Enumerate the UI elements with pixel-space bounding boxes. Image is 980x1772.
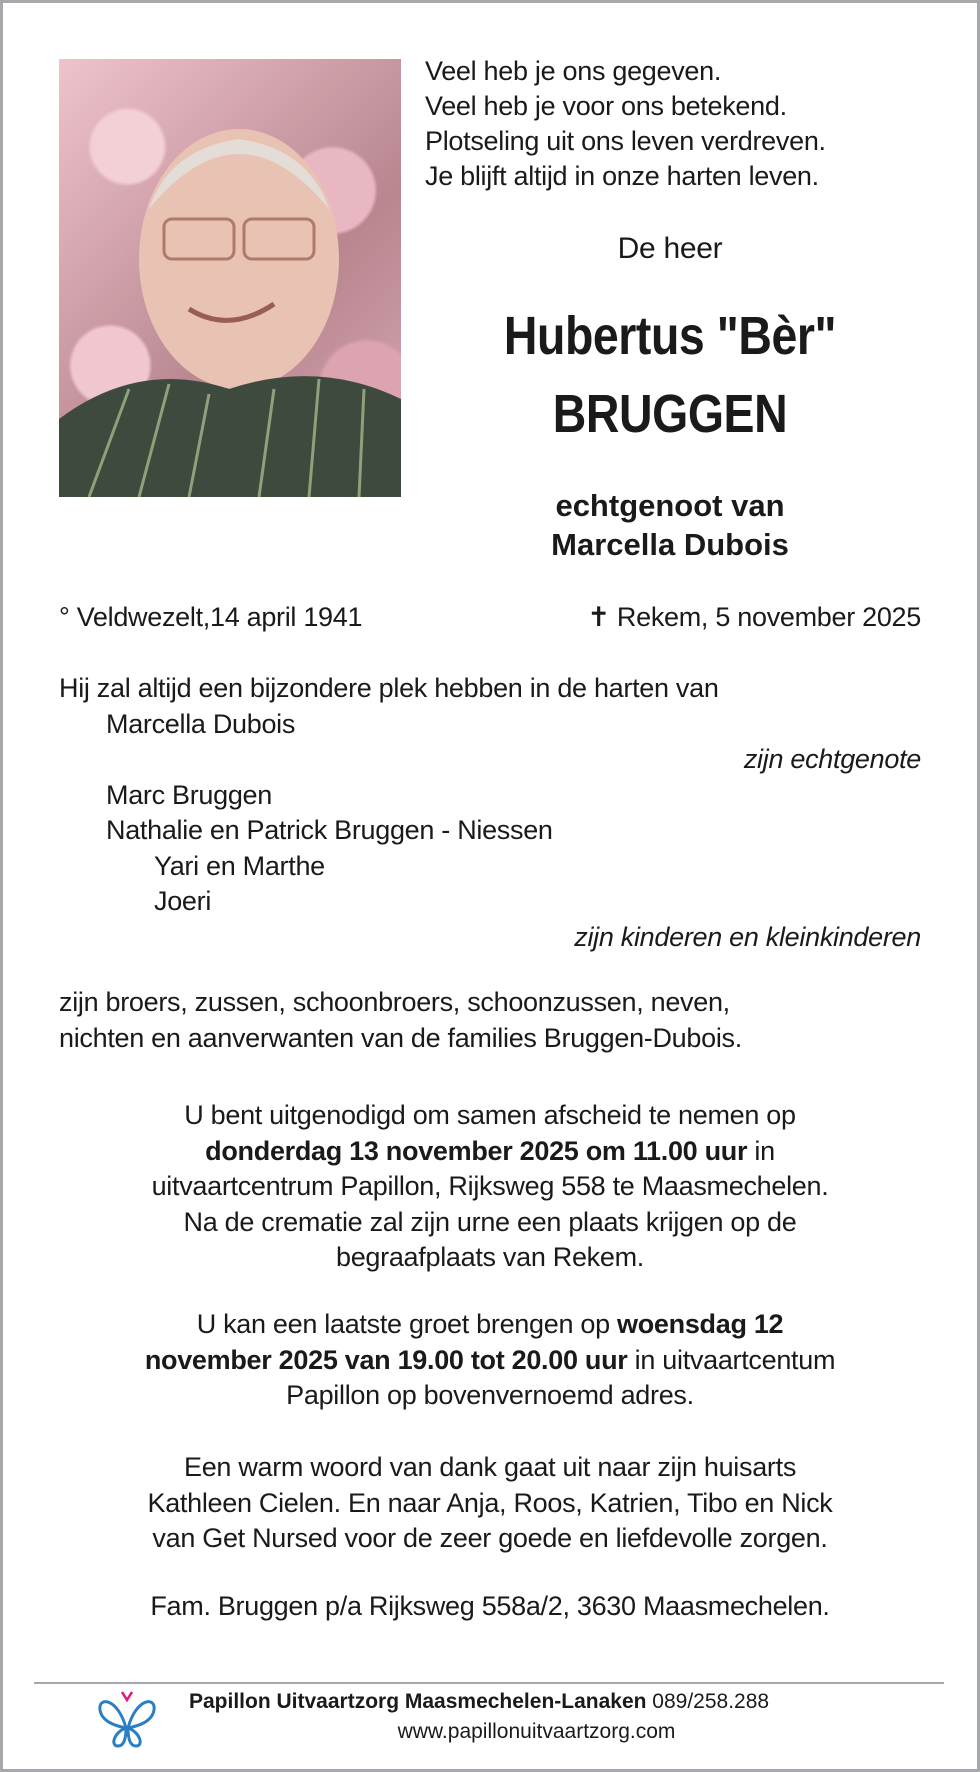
butterfly-logo-icon — [96, 1688, 158, 1750]
poem — [425, 54, 826, 194]
visit-line: Papillon op bovenvernoemd adres. — [286, 1380, 694, 1410]
poem-line: Veel heb je voor ons betekend. — [425, 91, 787, 121]
birth-info: ° Veldwezelt,14 april 1941 — [59, 602, 363, 632]
deceased-name — [464, 297, 877, 453]
name-line1: Hubertus "Bèr" — [503, 306, 837, 366]
spouse-line1: echtgenoot van — [555, 488, 785, 523]
title-prefix: De heer — [617, 232, 723, 265]
ceremony-line: U bent uitgenodigd om samen afscheid te nemen op — [184, 1100, 796, 1130]
other-relatives — [59, 985, 921, 1056]
ceremony-section — [59, 1098, 921, 1276]
spouse-info — [430, 486, 910, 564]
visit-bold2: november 2025 van 19.00 tot 20.00 uur — [144, 1344, 628, 1375]
family-intro: Hij zal altijd een bijzondere plek hebben in de harten van — [59, 673, 719, 703]
spouse-name: Marcella Dubois — [106, 708, 296, 739]
thanks-section — [59, 1450, 921, 1557]
company-phone: 089/258.288 — [646, 1690, 770, 1713]
company-website[interactable]: www.papillonuitvaartzorg.com — [397, 1720, 676, 1743]
family-section — [59, 671, 921, 955]
company-name: Papillon Uitvaartzorg Maasmechelen-Lanaken — [189, 1690, 647, 1713]
grandchild: Yari en Marthe — [154, 850, 325, 881]
others-line: nichten en aanverwanten van de families Bruggen-Dubois. — [59, 1022, 742, 1053]
death-info: ✝ Rekem, 5 november 2025 — [587, 602, 921, 632]
grandchild: Joeri — [154, 886, 212, 916]
visit-bold1: woensdag 12 — [617, 1309, 784, 1339]
child: Nathalie en Patrick Bruggen - Niessen — [106, 815, 553, 845]
name-line2: BRUGGEN — [552, 384, 788, 444]
footer-company-line — [189, 1687, 769, 1717]
visit-pre: U kan een laatste groet brengen op — [196, 1309, 618, 1339]
thanks-line: Een warm woord van dank gaat uit naar zijn huisarts — [183, 1452, 797, 1482]
visit-section — [59, 1307, 921, 1414]
portrait-illustration — [59, 59, 401, 497]
poem-line: Je blijft altijd in onze harten leven. — [425, 161, 819, 191]
poem-line: Veel heb je ons gegeven. — [425, 56, 722, 86]
visit-post: in uitvaartcentum — [627, 1344, 836, 1375]
ceremony-date: donderdag 13 november 2025 om 11.00 uur — [205, 1135, 748, 1166]
thanks-line: Kathleen Cielen. En naar Anja, Roos, Katrien, Tibo en Nick — [147, 1487, 833, 1518]
ceremony-in: in — [747, 1135, 775, 1166]
portrait-photo — [59, 59, 401, 497]
footer-divider — [34, 1682, 944, 1684]
family-address: Fam. Bruggen p/a Rijksweg 558a/2, 3630 Maasmechelen. — [150, 1591, 830, 1621]
others-line: zijn broers, zussen, schoonbroers, schoonzussen, neven, — [59, 987, 730, 1017]
poem-line: Plotseling uit ons leven verdreven. — [425, 126, 826, 156]
children-role: zijn kinderen en kleinkinderen — [574, 921, 921, 952]
ceremony-line: Na de crematie zal zijn urne een plaats krijgen op de — [183, 1206, 797, 1237]
ceremony-line: uitvaartcentrum Papillon, Rijksweg 558 te Maasmechelen. — [151, 1171, 829, 1201]
ceremony-line: begraafplaats van Rekem. — [336, 1242, 644, 1272]
child: Marc Bruggen — [106, 779, 272, 810]
spouse-role: zijn echtgenote — [743, 744, 921, 774]
spouse-line2: Marcella Dubois — [551, 527, 789, 562]
thanks-line: van Get Nursed voor de zeer goede en liefdevolle zorgen. — [152, 1523, 828, 1553]
